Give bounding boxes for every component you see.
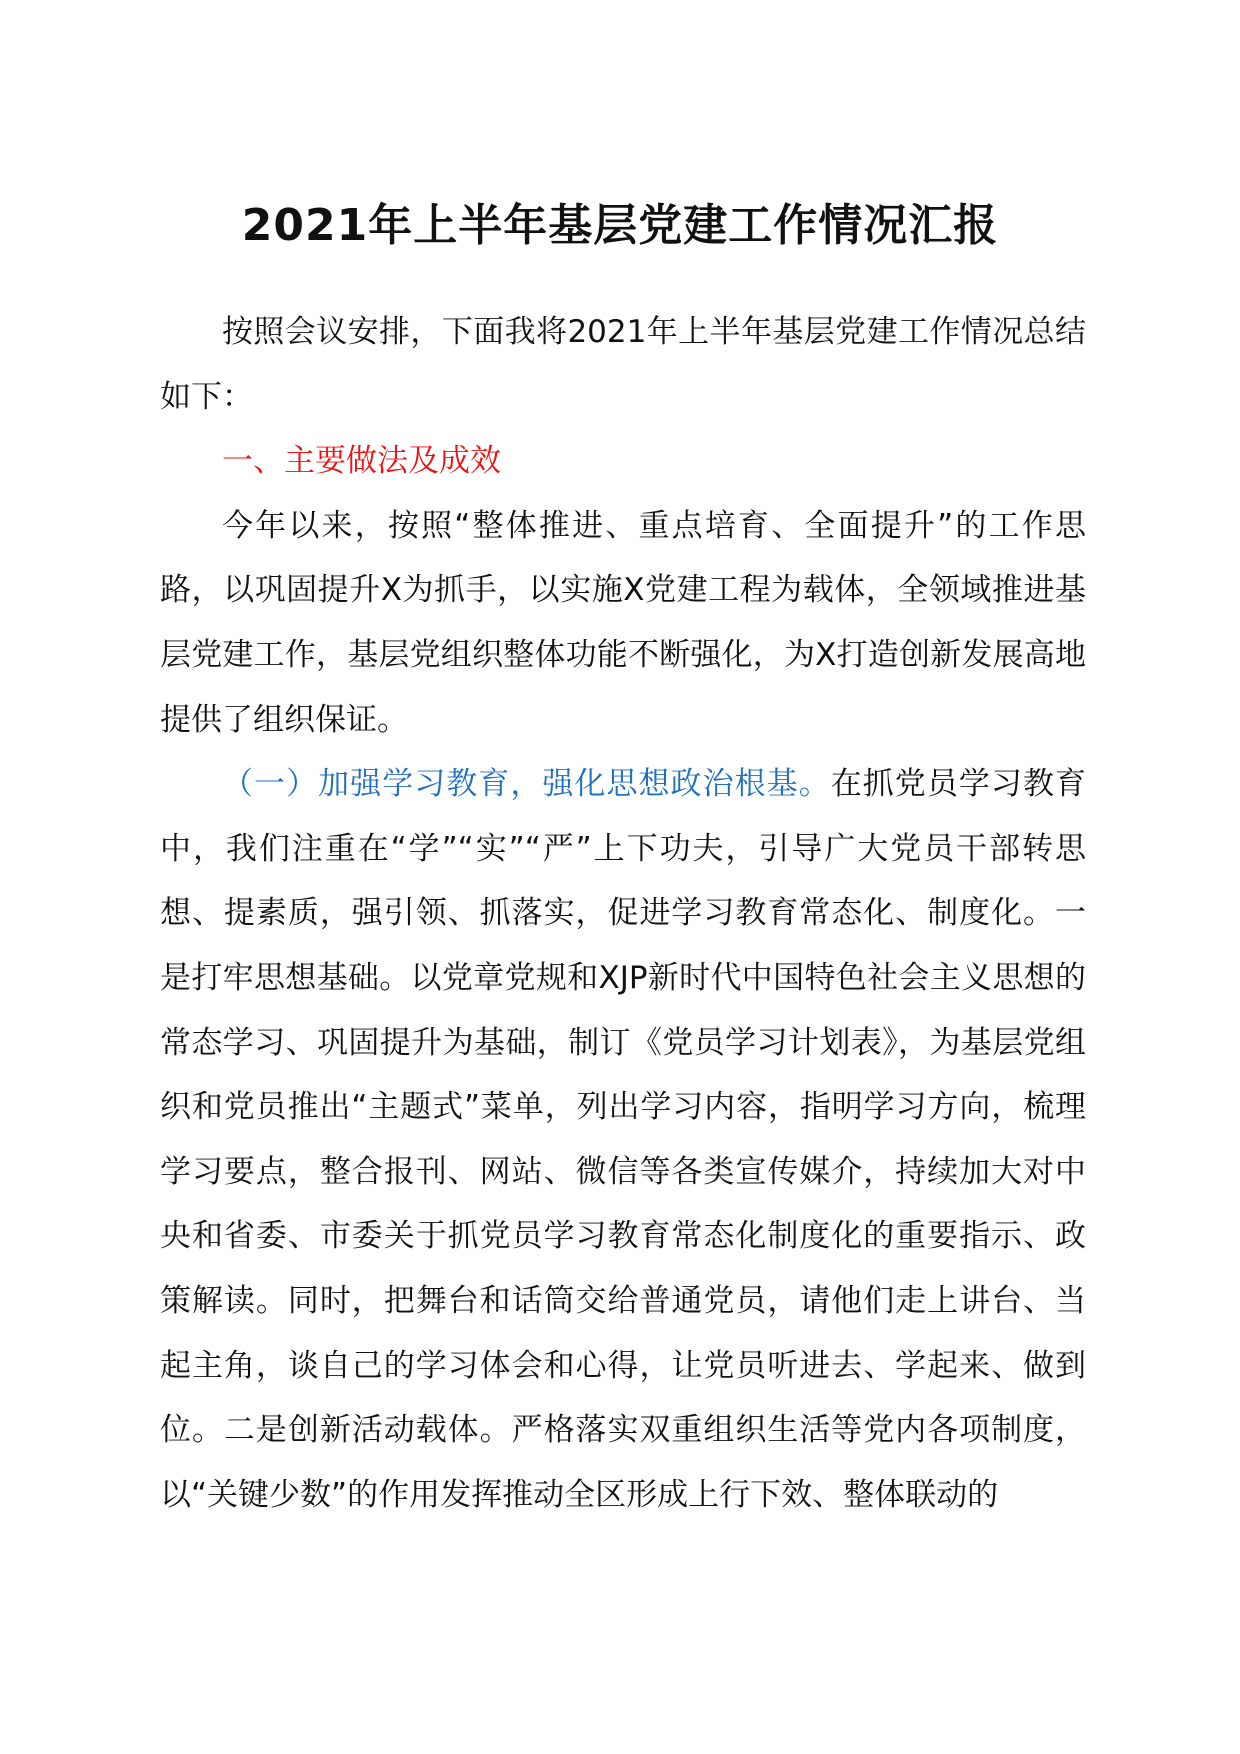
- intro-paragraph: 按照会议安排，下面我将2021年上半年基层党建工作情况总结如下：: [160, 314, 1086, 415]
- subsection-body: 在抓党员学习教育中，我们注重在“学”“实”“严”上下功夫，引导广大党员干部转思想、提素质，强引领、抓落实，促进学习教育常态化、制度化。一是打牢思想基础。以党章党规和XJP新时代中国特色社会主义思想的常态学习、巩固提升为基础，制订《党员学习计划表》，为基层党组织和党员推出“主题式”菜单，列出学习内容，指明学习方向，梳理学习要点，整合报刊、网站、微信等各类宣传媒介，持续加大对中央和省委、市委关于抓党员学习教育常态化制度化的重要指示、政策解读。同时，把舞台和话筒交给普通党员，请他们走上讲台、当起主角，谈自己的学习体会和心得，让党员听进去、学起来、做到位。二是创新活动载体。严格落实双重组织生活等党内各项制度，以“关键少数”的作用发挥推动全区形成上行下效、整体联动的: [160, 766, 1087, 1513]
- section-heading: 一、主要做法及成效: [222, 443, 501, 480]
- document-title: 2021年上半年基层党建工作情况汇报: [241, 200, 999, 251]
- document-body: [160, 300, 1086, 1527]
- subsection-heading: （一）加强学习教育，强化思想政治根基。: [222, 766, 831, 803]
- section-paragraph: 今年以来，按照“整体推进、重点培育、全面提升”的工作思路，以巩固提升X为抓手，以实施X党建工程为载体，全领域推进基层党建工作，基层党组织整体功能不断强化，为X打造创新发展高地提供了组织保证。: [160, 507, 1086, 738]
- subsection-paragraph: [160, 752, 1086, 1527]
